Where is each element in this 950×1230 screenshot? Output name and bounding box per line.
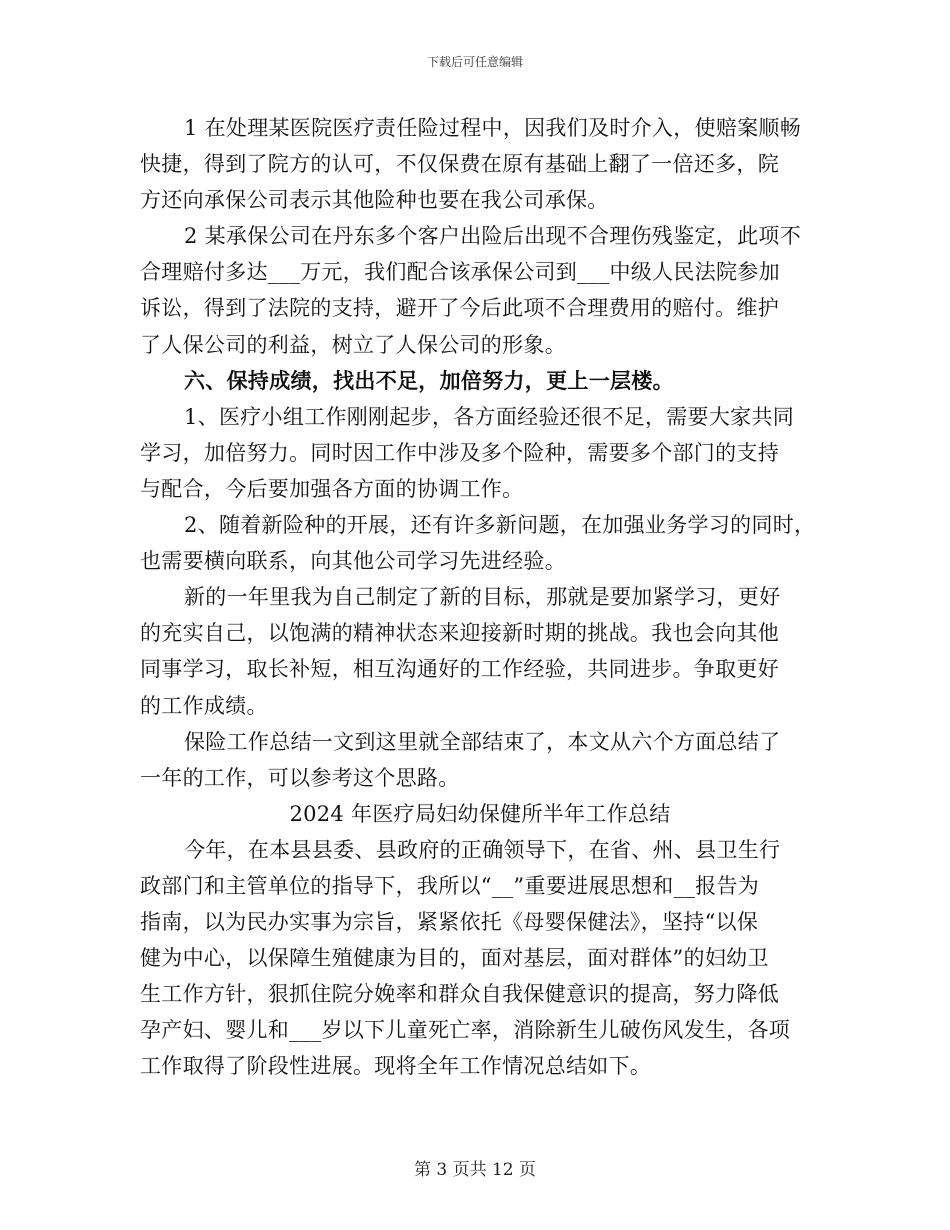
paragraph-line: 生工作方针，狠抓住院分娩率和群众自我保健意识的提高，努力降低 (140, 982, 779, 1007)
paragraph-line: 孕产妇、婴儿和___岁以下儿童死亡率，消除新生儿破伤风发生，各项 (140, 1018, 791, 1043)
paragraph-line: 诉讼，得到了法院的支持，避开了今后此项不合理费用的赔付。维护 (140, 296, 779, 321)
paragraph-line: 同事学习，取长补短，相互沟通好的工作经验，共同进步。争取更好 (140, 657, 779, 682)
paragraph-line: 快捷，得到了院方的认可，不仅保费在原有基础上翻了一倍还多，院 (140, 152, 779, 177)
paragraph-line: 1 在处理某医院医疗责任险过程中，因我们及时介入，使赔案顺畅 (184, 116, 802, 140)
paragraph-line: 的充实自己，以饱满的精神状态来迎接新时期的挑战。我也会向其他 (140, 621, 779, 646)
paragraph-line: 也需要横向联系，向其他公司学习先进经验。 (140, 549, 566, 574)
paragraph-line: 方还向承保公司表示其他险种也要在我公司承保。 (140, 188, 609, 213)
paragraph-line: 学习，加倍努力。同时因工作中涉及多个险种，需要多个部门的支持 (140, 440, 779, 465)
paragraph-line: 一年的工作，可以参考这个思路。 (140, 765, 460, 790)
paragraph-line: 健为中心，以保障生殖健康为目的，面对基层，面对群体”的妇幼卫 (140, 946, 769, 971)
paragraph-line: 政部门和主管单位的指导下，我所以“__”重要进展思想和__报告为 (140, 873, 760, 898)
page-header: 下载后可任意编辑 (426, 55, 523, 69)
paragraph-line: 工作取得了阶段性进展。现将全年工作情况总结如下。 (140, 1054, 652, 1079)
page-footer: 第 3 页共 12 页 (413, 1160, 537, 1180)
document-title: 2024 年医疗局妇幼保健所半年工作总结 (289, 801, 671, 826)
paragraph-line: 与配合，今后要加强各方面的协调工作。 (140, 476, 524, 501)
paragraph-line: 2、随着新险种的开展，还有许多新问题，在加强业务学习的同时， (184, 513, 816, 538)
paragraph-line: 合理赔付多达___万元，我们配合该承保公司到___中级人民法院参加 (140, 260, 780, 285)
paragraph-line: 1、医疗小组工作刚刚起步，各方面经验还很不足，需要大家共同 (184, 404, 795, 429)
section-heading: 六、保持成绩，找出不足，加倍努力，更上一层楼。 (184, 367, 674, 393)
document-body (140, 110, 820, 1085)
paragraph-line: 保险工作总结一文到这里就全部结束了，本文从六个方面总结了 (184, 729, 781, 754)
paragraph-line: 2 某承保公司在丹东多个客户出险后出现不合理伤残鉴定，此项不 (184, 224, 802, 249)
paragraph-line: 指南，以为民办实事为宗旨，紧紧依托《母婴保健法》，坚持“以保 (140, 910, 759, 935)
paragraph-line: 了人保公司的利益，树立了人保公司的形象。 (140, 332, 566, 357)
paragraph-line: 的工作成绩。 (140, 693, 268, 718)
paragraph-line: 今年，在本县县委、县政府的正确领导下，在省、州、县卫生行 (184, 837, 781, 862)
paragraph-line: 新的一年里我为自己制定了新的目标，那就是要加紧学习，更好 (184, 585, 781, 610)
